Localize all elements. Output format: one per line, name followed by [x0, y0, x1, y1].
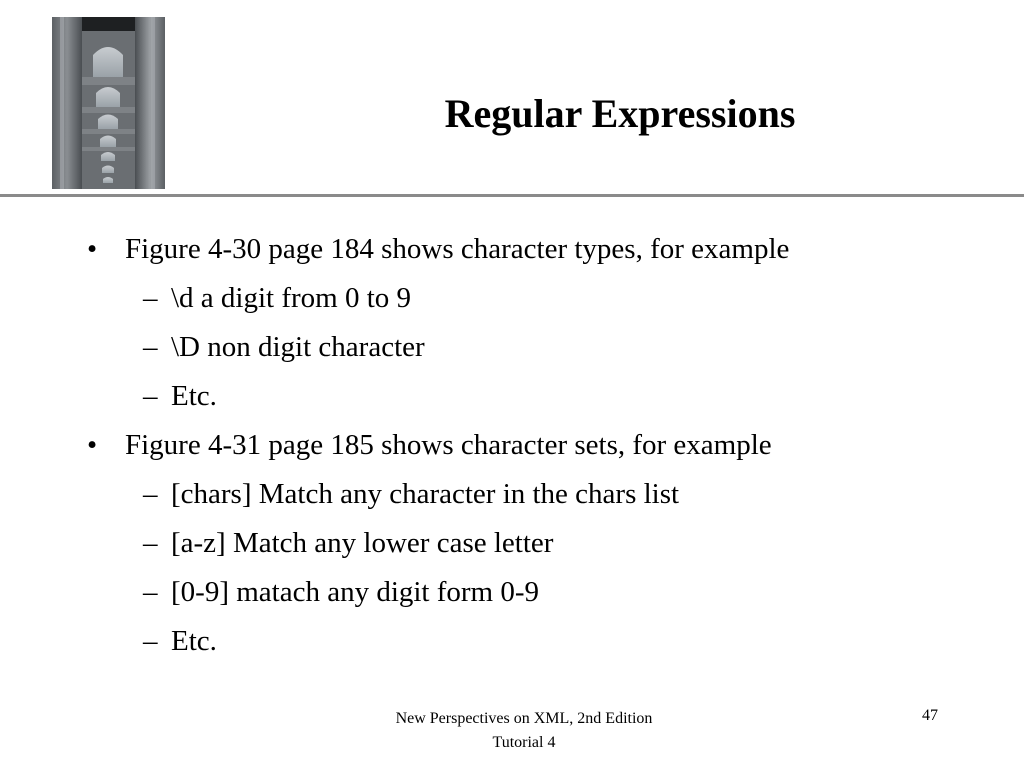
sub-bullet-marker: – [143, 478, 158, 510]
list-item [0, 519, 1024, 568]
list-item [0, 421, 1024, 470]
sub-bullet-text: [a-z] Match any lower case letter [171, 527, 554, 559]
bridge-arches-photo [52, 17, 165, 189]
page-number: 47 [922, 707, 938, 724]
slide-footer [324, 707, 724, 755]
sub-bullet-marker: – [143, 331, 158, 363]
sub-bullet-text: [chars] Match any character in the chars list [171, 478, 680, 510]
sub-bullet-marker: – [143, 576, 158, 608]
bullet-marker: • [87, 233, 98, 265]
list-item [0, 372, 1024, 421]
sub-bullet-text: \d a digit from 0 to 9 [171, 282, 412, 314]
sub-bullet-marker: – [143, 380, 158, 412]
sub-bullet-text: Etc. [171, 625, 217, 657]
bullet-list [0, 225, 1024, 666]
title-divider [0, 194, 1024, 197]
list-item [0, 470, 1024, 519]
slide-title: Regular Expressions [444, 91, 796, 136]
bullet-text: Figure 4-30 page 184 shows character types, for example [125, 233, 790, 265]
footer-tutorial: Tutorial 4 [492, 734, 556, 751]
sub-bullet-marker: – [143, 625, 158, 657]
sub-bullet-text: \D non digit character [171, 331, 425, 363]
list-item [0, 225, 1024, 274]
sub-bullet-marker: – [143, 527, 158, 559]
bullet-text: Figure 4-31 page 185 shows character sets, for example [125, 429, 772, 461]
sub-bullet-marker: – [143, 282, 158, 314]
bullet-marker: • [87, 429, 98, 461]
list-item [0, 568, 1024, 617]
list-item [0, 617, 1024, 666]
list-item [0, 274, 1024, 323]
list-item [0, 323, 1024, 372]
footer-book-title: New Perspectives on XML, 2nd Edition [395, 710, 653, 727]
sub-bullet-text: [0-9] matach any digit form 0-9 [171, 576, 540, 608]
sub-bullet-text: Etc. [171, 380, 217, 412]
